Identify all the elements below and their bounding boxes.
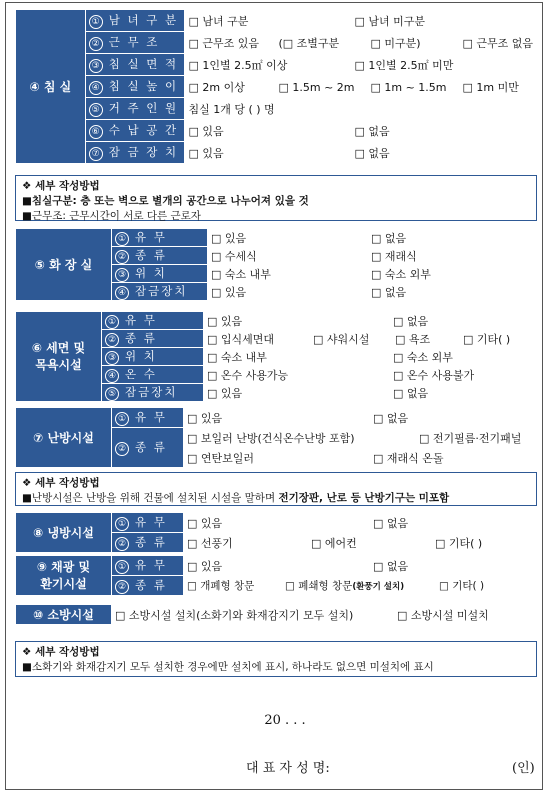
section-title: ⑤ 화 장 실 [16,229,112,301]
note-bedroom [15,175,537,221]
option-cell[interactable] [185,120,537,142]
option-cell[interactable] [204,330,537,348]
option-cell[interactable] [184,408,537,428]
option-cell[interactable] [208,247,537,265]
checkbox-option[interactable]: □ 샤워시설 [313,332,370,346]
checkbox-option[interactable]: □ 숙소 외부 [371,267,431,281]
form-row [16,10,537,32]
checkbox-option[interactable]: □ 2m 이상 [188,80,245,94]
note-heading: ❖ 세부 작성방법 [22,477,100,489]
toilet-table [15,228,537,301]
checkbox-option[interactable]: □ 기타( ) [463,332,511,346]
representative-label: 대 표 자 성 명: [246,761,330,776]
section-title: ⑥ 세면 및 목욕시설 [16,312,102,402]
note-fire [15,641,537,677]
toilet-section [15,228,537,301]
form-row [16,312,537,330]
checkbox-option[interactable]: □ 1m 미만 [462,80,519,94]
bath-section [15,311,537,402]
checkbox-option[interactable]: □ 개폐형 창문 [187,580,255,592]
checkbox-option[interactable]: □ 있음 [188,146,224,160]
row-label: ② 종 류 [112,428,184,468]
checkbox-option[interactable]: □ 1인별 2.5㎡ 미만 [354,58,454,72]
checkbox-option[interactable]: □ 숙소 외부 [393,350,453,364]
checkbox-option[interactable]: □ 입식세면대 [207,332,275,346]
checkbox-option[interactable]: □ 있음 [211,285,247,299]
checkbox-option[interactable]: □ 1.5m ~ 2m [278,80,355,94]
row-label: ① 유 무 [112,229,208,247]
row-label: ⑤ 거 주 인 원 [85,98,185,120]
option-cell[interactable] [185,32,537,54]
option-cell[interactable] [204,312,537,330]
note-line: ■근무조: 근무시간이 서로 다른 근로자 [22,210,201,222]
checkbox-option[interactable]: □ 있음 [207,314,243,328]
checkbox-option[interactable]: □ 있음 [188,124,224,138]
option-cell[interactable] [184,448,537,468]
form-row [16,229,537,247]
checkbox-option[interactable]: □ 있음 [187,559,223,573]
row-label: ① 유 무 [112,556,184,576]
row-label: ② 종 류 [112,576,184,596]
checkbox-option[interactable]: □ 없음 [373,516,409,530]
checkbox-option[interactable]: □ 없음 [371,231,407,245]
note-line: ■침실구분: 층 또는 벽으로 별개의 공간으로 나누어져 있을 것 [22,195,309,207]
checkbox-option[interactable]: □ 폐쇄형 창문(환풍기 설치) [285,580,405,592]
option-cell[interactable] [208,229,537,247]
cooling-section [15,512,537,553]
section-title: ⑦ 난방시설 [16,408,112,468]
form-row [16,32,537,54]
row-label: ① 유 무 [112,408,184,428]
checkbox-option[interactable]: □ 있음 [207,386,243,400]
option-cell[interactable] [185,10,537,32]
checkbox-option[interactable]: □ 없음 [373,559,409,573]
inspection-form-page [5,2,543,790]
checkbox-option[interactable]: □ 욕조 [395,332,431,346]
section-title: ⑧ 냉방시설 [16,513,112,553]
form-row [16,120,537,142]
note-line: ■난방시설은 난방을 위해 건물에 설치된 시설을 말하며 전기장판, 난로 등 난방기구는 미포함 [22,492,450,504]
section-title: ④ 침 실 [16,10,86,164]
checkbox-option[interactable]: □ 없음 [373,411,409,425]
checkbox-option[interactable]: □ 에어컨 [311,536,357,550]
checkbox-option[interactable]: □ 소방시설 설치(소화기와 화재감지기 모두 설치) [115,608,354,622]
row-label: ④ 잠금장치 [112,283,208,301]
row-label: ① 유 무 [112,513,184,533]
fire-table [15,604,537,625]
heating-table [15,407,537,468]
checkbox-option[interactable]: □ 없음 [371,285,407,299]
form-row [16,54,537,76]
option-cell[interactable] [184,533,537,553]
checkbox-option[interactable]: □ 근무조 없음 [462,36,533,50]
checkbox-option[interactable]: □ 보일러 난방(건식온수난방 포함) [187,431,355,445]
note-heating [15,472,537,506]
checkbox-option[interactable]: □ 1m ~ 1.5m [370,80,447,94]
row-label: ③ 위 치 [112,265,208,283]
row-label: ② 종 류 [102,330,204,348]
option-cell[interactable] [112,605,537,625]
checkbox-option[interactable]: □ 숙소 내부 [207,350,267,364]
option-cell[interactable] [184,556,537,576]
checkbox-option[interactable]: □ 온수 사용가능 [207,368,289,382]
row-label: ⑥ 수 납 공 간 [85,120,185,142]
row-label: ⑦ 잠 금 장 치 [85,142,185,164]
checkbox-option[interactable]: □ 수세식 [211,249,257,263]
bedroom-section [15,9,537,164]
section-title: ⑩ 소방시설 [16,605,112,625]
row-label: ① 남 녀 구 분 [85,10,185,32]
note-heading: ❖ 세부 작성방법 [22,180,100,192]
option-cell[interactable] [185,142,537,164]
form-row [16,98,537,120]
section-title: ⑨ 채광 및 환기시설 [16,556,112,596]
checkbox-option[interactable]: 침실 1개 당 ( ) 명 [188,102,275,116]
option-cell[interactable] [204,366,537,384]
checkbox-option[interactable]: □ 기타( ) [439,580,485,592]
checkbox-option[interactable]: □ 기타( ) [435,536,483,550]
option-cell[interactable] [208,283,537,301]
cooling-table [15,512,537,553]
option-cell[interactable] [185,54,537,76]
checkbox-option[interactable]: □ 연탄보일러 [187,451,255,465]
row-label: ③ 침 실 면 적 [85,54,185,76]
checkbox-option[interactable]: (□ 조별구분 [278,36,340,50]
row-label: ④ 침 실 높 이 [85,76,185,98]
checkbox-option[interactable]: □ 미구분) [370,36,421,50]
lighting-table [15,555,537,596]
lighting-section [15,555,537,596]
bedroom-table [15,9,537,164]
option-cell[interactable] [184,428,537,448]
form-row [16,76,537,98]
checkbox-option[interactable]: □ 있음 [187,411,223,425]
seal-mark[interactable]: (인) [512,761,535,776]
row-label: ② 종 류 [112,533,184,553]
option-cell[interactable] [204,384,537,402]
checkbox-option[interactable]: □ 숙소 내부 [211,267,271,281]
checkbox-option[interactable]: □ 선풍기 [187,536,233,550]
checkbox-option[interactable]: □ 없음 [354,146,390,160]
date-line[interactable]: 20 . . . [264,713,306,728]
note-line: ■소화기와 화재감지기 모두 설치한 경우에만 설치에 표시, 하나라도 없으면 미설치에 표시 [22,661,434,673]
row-label: ② 근 무 조 [85,32,185,54]
option-cell[interactable] [208,265,537,283]
row-label: ④ 온 수 [102,366,204,384]
checkbox-option[interactable]: □ 없음 [354,124,390,138]
checkbox-option[interactable]: □ 남녀 구분 [188,14,249,28]
fire-section [15,604,537,625]
note-heading: ❖ 세부 작성방법 [22,646,100,658]
option-cell[interactable] [184,576,537,596]
checkbox-option[interactable]: □ 없음 [393,314,429,328]
checkbox-option[interactable]: □ 있음 [211,231,247,245]
row-label: ③ 위 치 [102,348,204,366]
row-label: ⑤ 잠금장치 [102,384,204,402]
row-label: ① 유 무 [102,312,204,330]
checkbox-option[interactable]: □ 근무조 있음 [188,36,259,50]
checkbox-option[interactable]: □ 소방시설 미설치 [397,608,489,622]
bath-table [15,311,537,402]
checkbox-option[interactable]: □ 남녀 미구분 [354,14,425,28]
checkbox-option[interactable]: □ 있음 [187,516,223,530]
option-cell[interactable] [184,513,537,533]
checkbox-option[interactable]: □ 재래식 온돌 [373,451,444,465]
form-row [16,142,537,164]
checkbox-option[interactable]: □ 1인별 2.5㎡ 이상 [188,58,288,72]
checkbox-option[interactable]: □ 없음 [393,386,429,400]
heating-section [15,407,537,468]
option-cell[interactable] [204,348,537,366]
option-cell[interactable] [185,98,537,120]
checkbox-option[interactable]: □ 재래식 [371,249,417,263]
row-label: ② 종 류 [112,247,208,265]
checkbox-option[interactable]: □ 온수 사용불가 [393,368,475,382]
checkbox-option[interactable]: □ 전기필름·전기패널 [419,431,522,445]
option-cell[interactable] [185,76,537,98]
